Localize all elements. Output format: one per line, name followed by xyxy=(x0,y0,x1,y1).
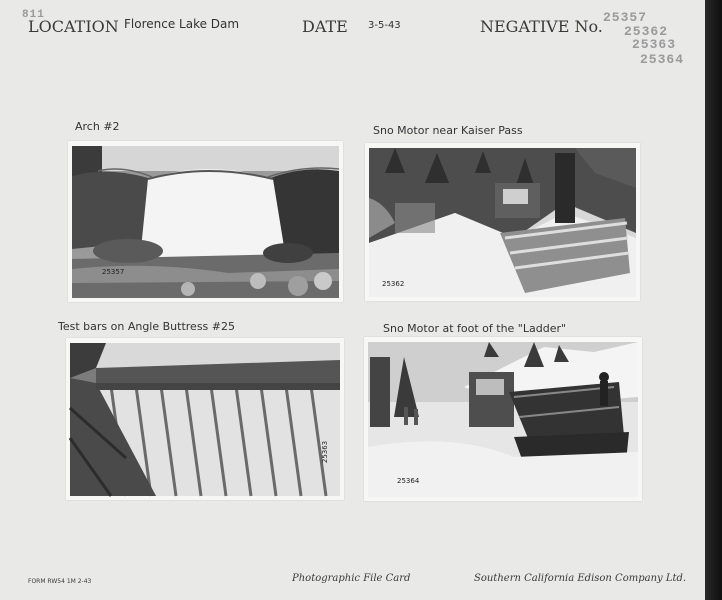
negative-label: NEGATIVE No. xyxy=(480,17,603,36)
company-name: Southern California Edison Company Ltd. xyxy=(474,573,687,584)
date-value: 3-5-43 xyxy=(368,20,401,31)
card-edge xyxy=(705,0,722,600)
negative-number: 25363 xyxy=(632,37,677,52)
photo-caption: Sno Motor at foot of the "Ladder" xyxy=(383,322,567,335)
negative-number: 25364 xyxy=(640,52,685,67)
negative-number: 25362 xyxy=(624,24,669,39)
photo-number: 25362 xyxy=(382,280,405,288)
file-card-title: Photographic File Card xyxy=(292,573,411,584)
corner-mark: 811 xyxy=(22,9,45,21)
photo-number: 25363 xyxy=(321,440,330,464)
photo-caption: Test bars on Angle Buttress #25 xyxy=(58,320,235,333)
location-label: LOCATION xyxy=(28,17,119,36)
photo-sno-motor-kaiser xyxy=(365,143,640,301)
photo-sno-motor-ladder xyxy=(364,337,642,501)
photo-caption: Arch #2 xyxy=(75,120,120,133)
form-code: FORM RW54 1M 2-43 xyxy=(28,578,92,585)
photo-number: 25357 xyxy=(102,268,125,276)
sno-motor-kaiser-image xyxy=(365,143,640,301)
test-bars-image xyxy=(66,338,344,500)
date-label: DATE xyxy=(302,17,348,36)
location-value: Florence Lake Dam xyxy=(124,17,240,31)
arch-dam-image xyxy=(68,141,343,302)
photo-caption: Sno Motor near Kaiser Pass xyxy=(373,124,523,137)
negative-number: 25357 xyxy=(603,10,648,25)
photo-test-bars xyxy=(66,338,344,500)
photo-arch-dam xyxy=(68,141,343,302)
photo-number: 25364 xyxy=(397,477,420,485)
